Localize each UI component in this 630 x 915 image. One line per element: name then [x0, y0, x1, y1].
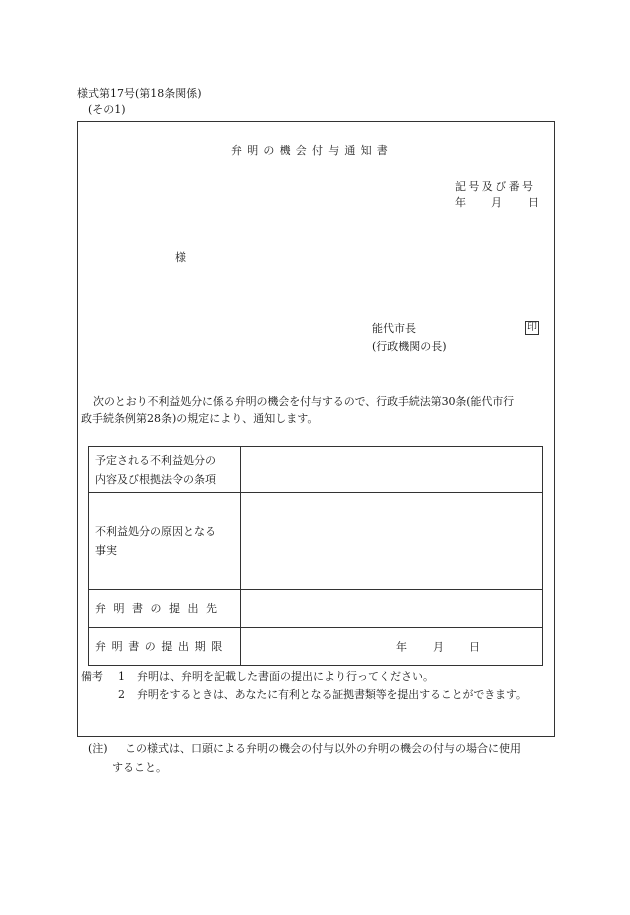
body-text-line2: 政手続条例第28条)の規定により、通知します。 [81, 412, 319, 425]
row2-value-cell[interactable] [241, 493, 543, 590]
record-number-label: 記号及び番号 [455, 180, 536, 193]
addressee-suffix: 様 [175, 251, 186, 264]
row4-label: 弁明書の提出期限 [95, 640, 228, 653]
seal-mark: 印 [527, 322, 537, 333]
row1-label-cell [89, 447, 241, 493]
remarks-item1-text: 弁明は、弁明を記載した書面の提出により行ってください。 [137, 670, 434, 683]
table-row [89, 493, 543, 590]
table-row [89, 447, 543, 493]
form-number: 様式第17号(第18条関係) [77, 87, 202, 100]
date-day-label: 日 [528, 196, 539, 209]
remarks-item2-text: 弁明をするときは、あなたに有利となる証拠書類等を提出することができます。 [137, 688, 527, 701]
remarks-item1-number: 1 [118, 670, 125, 683]
row1-label-line2: 内容及び根拠法令の条項 [95, 472, 216, 486]
row2-label-line2: 事実 [95, 544, 117, 557]
deadline-month-label: 月 [433, 640, 444, 653]
row1-label-line1: 予定される不利益処分の [95, 453, 216, 467]
remarks-label: 備考 [81, 670, 103, 683]
table-row [89, 628, 543, 666]
row2-label-line1: 不利益処分の原因となる [95, 525, 216, 538]
table-row [89, 590, 543, 628]
row2-label-cell [89, 493, 241, 590]
row4-value-cell[interactable] [241, 628, 543, 666]
remarks-item2-number: 2 [118, 688, 125, 701]
form-table [88, 446, 543, 666]
deadline-day-label: 日 [469, 640, 480, 653]
body-text-line1: 次のとおり不利益処分に係る弁明の機会を付与するので、行政手続法第30条(能代市行 [93, 395, 515, 408]
form-title: 弁明の機会付与通知書 [231, 144, 393, 157]
row1-value-cell[interactable] [241, 447, 543, 493]
issuer-note: (行政機関の長) [372, 340, 447, 353]
note-line1: この様式は、口頭による弁明の機会の付与以外の弁明の機会の付与の場合に使用 [125, 742, 521, 755]
date-year-label: 年 [455, 196, 466, 209]
row4-label-cell [89, 628, 241, 666]
issuer-name: 能代市長 [372, 322, 416, 335]
row3-label: 弁明書の提出先 [95, 602, 225, 615]
note-label: (注) [88, 742, 108, 755]
date-month-label: 月 [491, 196, 502, 209]
note-line2: すること。 [112, 761, 167, 774]
row3-value-cell[interactable] [241, 590, 543, 628]
deadline-year-label: 年 [396, 640, 407, 653]
row3-label-cell [89, 590, 241, 628]
form-sub-number: (その1) [88, 103, 126, 116]
